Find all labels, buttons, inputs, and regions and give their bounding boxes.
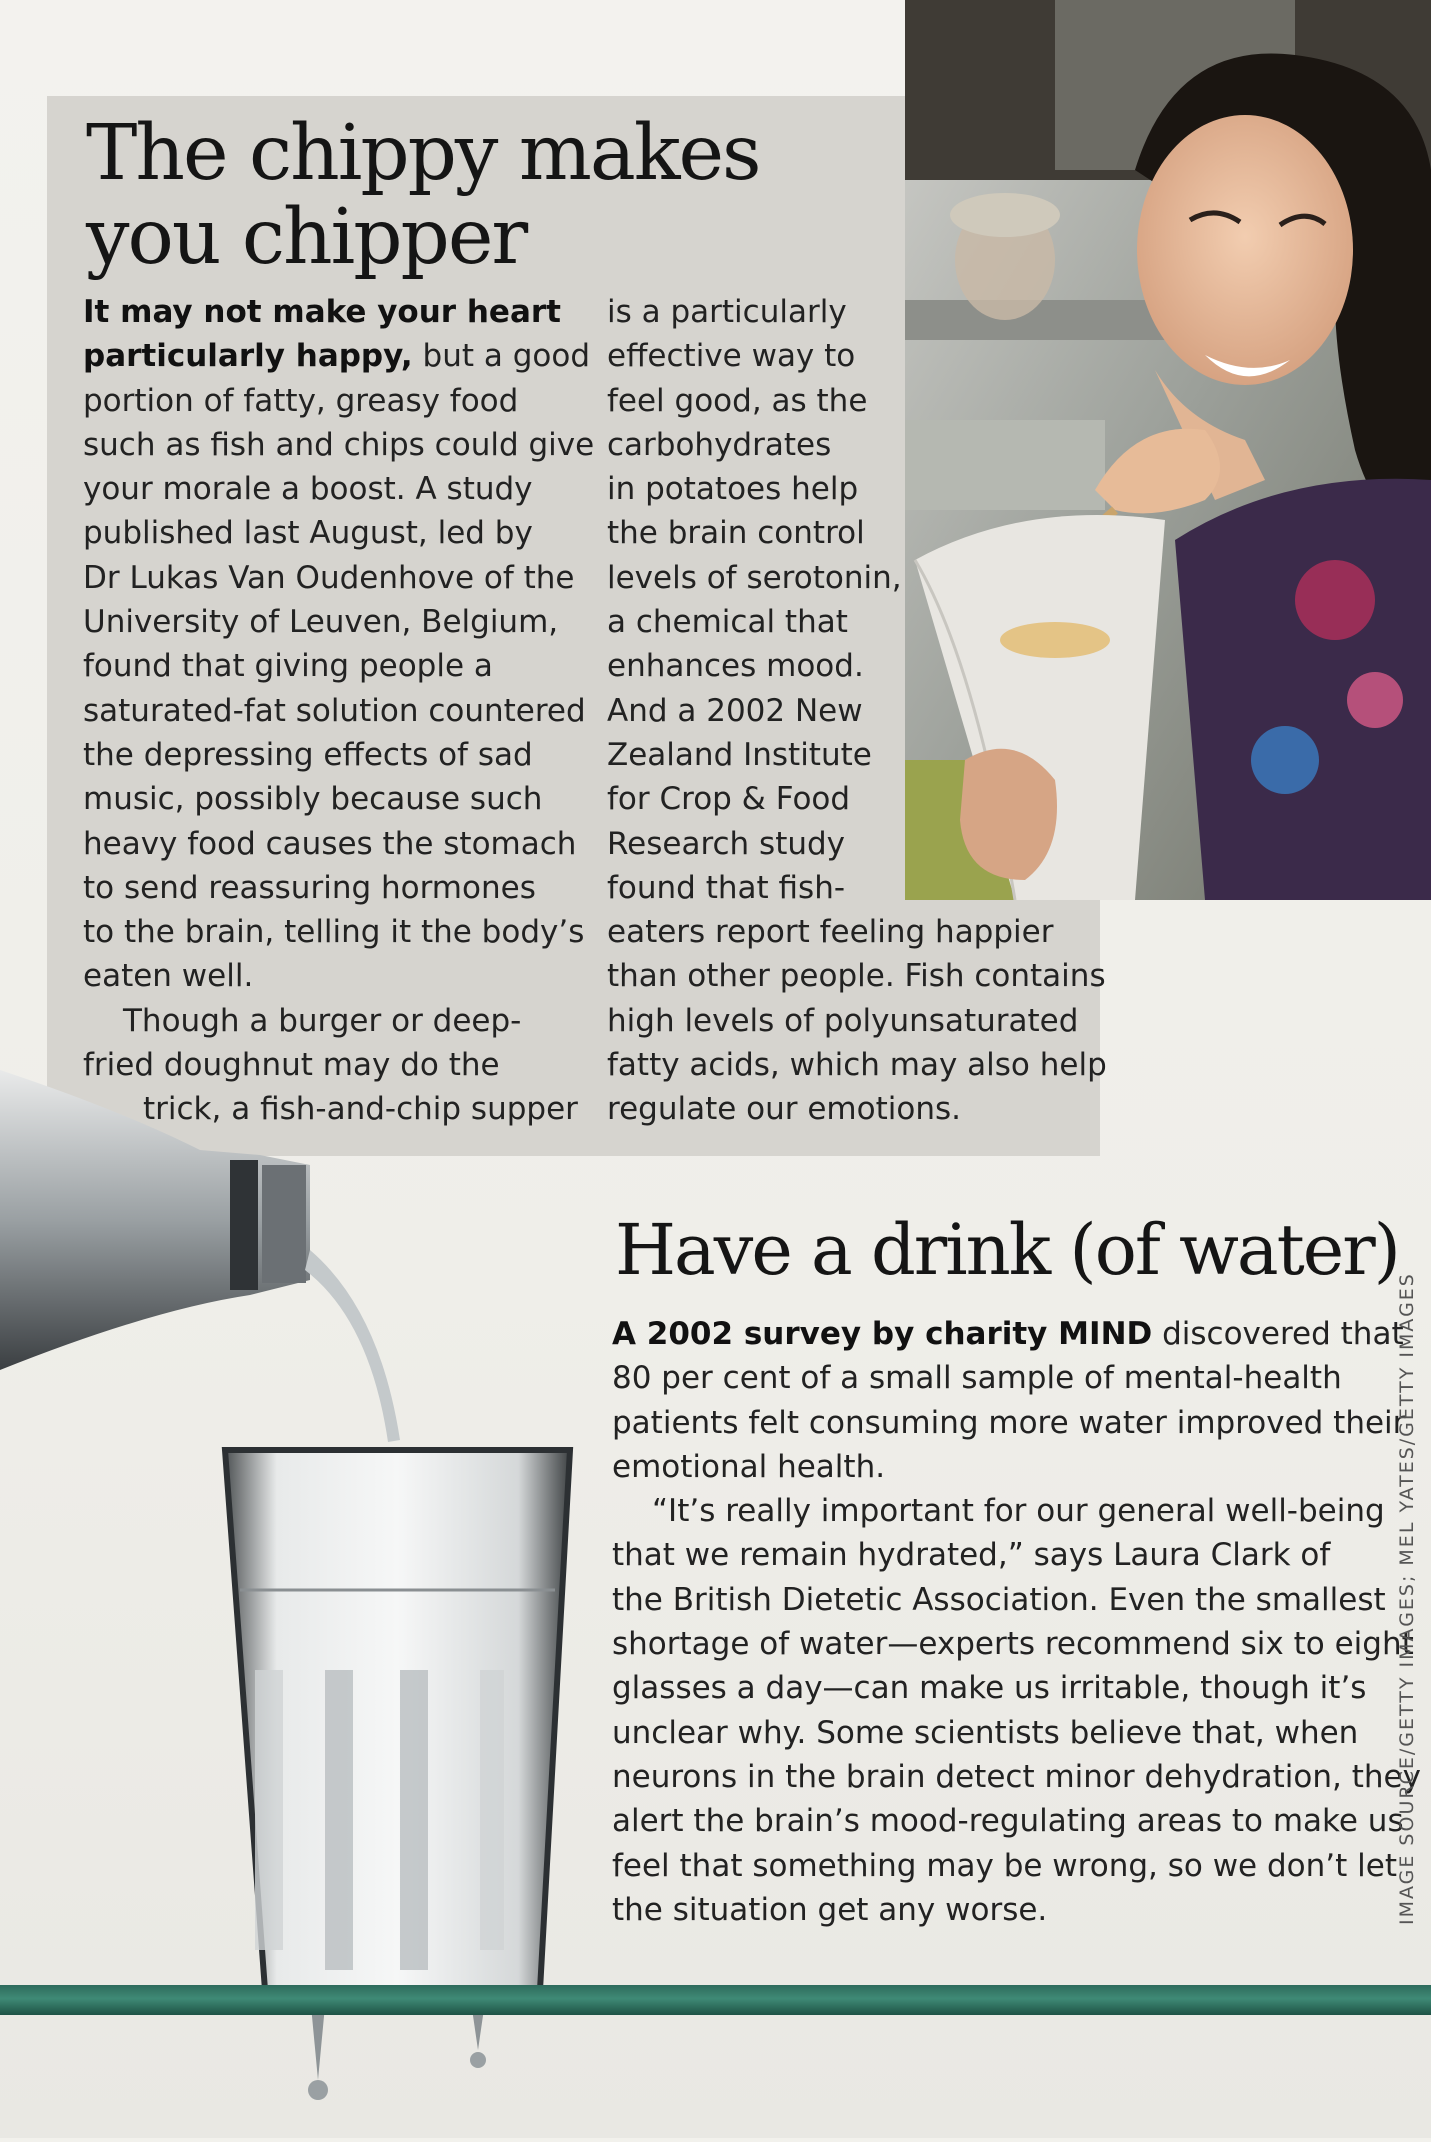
body-line: And a 2002 New [607,692,863,729]
body-line: neurons in the brain detect minor dehydration, they [612,1758,1421,1795]
body-line: the British Dietetic Association. Even the smallest [612,1581,1386,1618]
body-line: the situation get any worse. [612,1891,1048,1928]
body-line: carbohydrates [607,426,832,463]
body-line: a chemical that [607,604,848,641]
lead-bold-text: It may not make your heart [83,294,561,330]
body-line: trick, a fish-and-chip supper [143,1091,578,1128]
body-line: is a particularly [607,294,847,330]
body-line: A 2002 survey by charity MIND discovered that [612,1316,1404,1352]
body-line: eaten well. [83,958,254,995]
headline-line: The chippy makes [86,109,760,198]
body-line: fried doughnut may do the [83,1047,500,1084]
body-line: enhances mood. [607,648,864,685]
body-line: that we remain hydrated,” says Laura Clark of [612,1537,1331,1574]
body-line: in potatoes help [607,471,859,508]
body-line: published last August, led by [83,515,533,552]
headline-water: Have a drink (of water) [615,1209,1399,1291]
body-line: unclear why. Some scientists believe that, when [612,1714,1359,1751]
body-line: Zealand Institute [607,736,872,773]
body-line: particularly happy, but a good [83,338,591,375]
body-line: the brain control [607,515,865,552]
body-line: Dr Lukas Van Oudenhove of the [83,559,575,596]
body-line: portion of fatty, greasy food [83,382,519,419]
body-line: 80 per cent of a small sample of mental-health [612,1360,1342,1397]
body-line: found that fish- [607,869,846,906]
body-line: levels of serotonin, [607,559,902,596]
headline-line: you chipper [86,193,527,282]
body-line: such as fish and chips could give [83,426,595,463]
body-line: glasses a day—can make us irritable, though it’s [612,1670,1367,1707]
body-line: to the brain, telling it the body’s [83,914,585,951]
body-line: effective way to [607,338,856,375]
body-line: heavy food causes the stomach [83,825,577,862]
water-glass-photo [0,1070,620,2138]
body-line: found that giving people a [83,648,493,685]
article1-column-left [83,290,595,1132]
body-line: “It’s really important for our general well-being [652,1493,1385,1530]
body-line: high levels of polyunsaturated [607,1002,1079,1039]
body-line: to send reassuring hormones [83,869,536,906]
body-line: Though a burger or deep- [123,1002,522,1039]
body-line: patients felt consuming more water improved their [612,1404,1406,1441]
body-line: saturated-fat solution countered [83,692,586,729]
body-line: fatty acids, which may also help [607,1047,1107,1084]
body-line: alert the brain’s mood-regulating areas to make us [612,1803,1404,1840]
body-line: music, possibly because such [83,781,543,818]
body-line: regulate our emotions. [607,1091,961,1128]
body-line: University of Leuven, Belgium, [83,604,559,641]
body-line: your morale a boost. A study [83,471,533,508]
body-line: for Crop & Food [607,781,851,818]
body-line: Research study [607,825,846,862]
glass-shelf [0,1985,1431,2015]
headline-chippy [86,109,760,282]
photo-credit: IMAGE SOURCE/GETTY IMAGES; MEL YATES/GETTY IMAGES [1396,1272,1418,1925]
body-line: emotional health. [612,1448,886,1485]
article1-column-right [607,290,1127,1132]
body-line: eaters report feeling happier [607,914,1054,951]
body-line: than other people. Fish contains [607,958,1106,995]
body-line: the depressing effects of sad [83,736,533,773]
body-line: feel good, as the [607,382,868,419]
body-line: feel that something may be wrong, so we don’t let [612,1847,1397,1884]
body-line: shortage of water—experts recommend six to eight [612,1626,1414,1663]
